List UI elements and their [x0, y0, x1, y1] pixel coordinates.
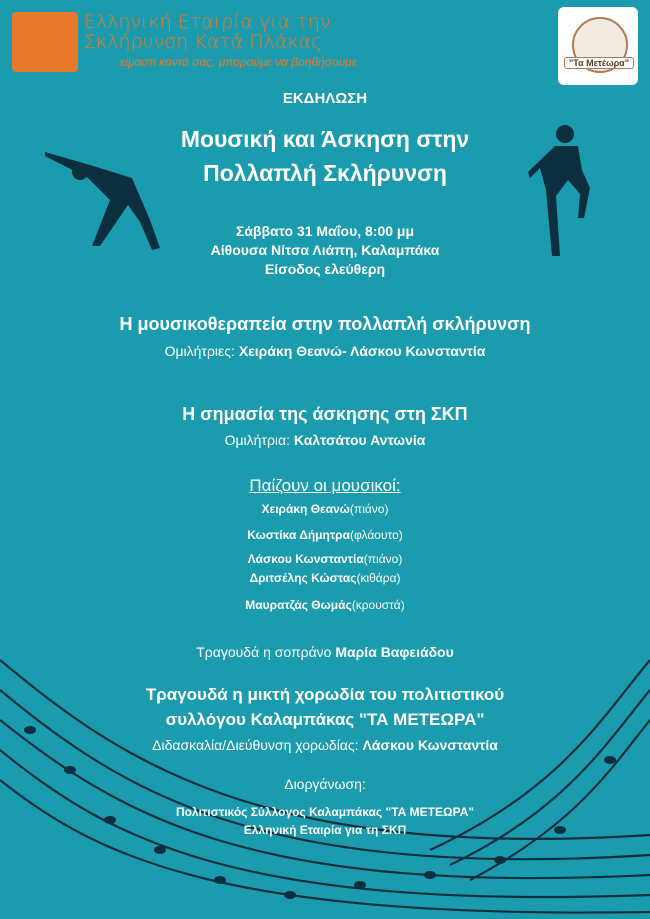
musician-instrument: (πιάνο) — [349, 502, 389, 516]
seal-label: "Τα Μετέωρα" — [564, 57, 634, 69]
event-label: ΕΚΔΗΛΩΣΗ — [282, 90, 368, 107]
organizers-list — [0, 803, 650, 839]
choir-director-name: Λάσκου Κωνσταντία — [362, 737, 498, 753]
musician-item — [0, 571, 650, 585]
event-venue: Αίθουσα Νίτσα Λιάπη, Καλαμπάκα — [210, 242, 440, 258]
soprano-line — [0, 644, 650, 660]
organization-tagline: είμαστι κοντά σας, μπορούμε να βοηθήσουμε — [120, 55, 358, 69]
event-info — [0, 222, 650, 279]
musician-name: Κωστίκα Δήμητρα — [247, 528, 350, 542]
musicians-heading: Παίζουν οι μουσικοί: — [249, 476, 401, 495]
event-date: Σάββατο 31 Μαΐου, 8:00 μμ — [235, 223, 415, 239]
choir-director-label: Διδασκαλία/Διεύθυνση χορωδίας: — [152, 737, 359, 753]
musician-instrument: (κιθάρα) — [356, 571, 401, 585]
choir-line2: συλλόγου Καλαμπάκας "ΤΑ ΜΕΤΕΩΡΑ" — [165, 710, 485, 729]
speaker-names: Καλτσάτου Αντωνία — [293, 432, 426, 448]
musician-name: Δριτσέλης Κώστας — [249, 571, 357, 585]
choir-director — [0, 737, 650, 753]
musician-name: Λάσκου Κωνσταντία — [247, 552, 364, 566]
speaker-label: Ομιλήτριες: — [164, 343, 235, 359]
talk-speakers-1 — [0, 343, 650, 359]
musician-name: Χειράκη Θεανώ — [261, 502, 350, 516]
musician-instrument: (κρουστά) — [351, 598, 405, 612]
soprano-name: Μαρία Βαφειάδου — [335, 644, 454, 660]
speaker-label: Ομιλήτρια: — [224, 432, 291, 448]
organizers-heading: Διοργάνωση: — [284, 776, 366, 792]
musician-instrument: (φλάουτο) — [350, 528, 403, 542]
choir-heading — [0, 682, 650, 732]
talk-title-2: Η σημασία της άσκησης στη ΣΚΠ — [182, 404, 468, 424]
musician-item — [0, 598, 650, 612]
choir-line1: Τραγουδά η μικτή χορωδία του πολιτιστικού — [145, 685, 505, 704]
organizer-1: Πολιτιστικός Σύλλογος Καλαμπάκας "ΤΑ ΜΕΤΕΩΡΑ" — [175, 805, 475, 819]
event-entry: Είσοδος ελεύθερη — [264, 261, 386, 277]
event-title-line1: Μουσική και Άσκηση στην — [180, 126, 470, 152]
organization-logo — [12, 12, 78, 72]
cultural-association-seal — [558, 7, 638, 85]
musician-item — [0, 502, 650, 516]
musician-item — [0, 528, 650, 542]
organization-name-line1: Ελληνική Εταιρία για την — [84, 11, 331, 33]
event-title-line2: Πολλαπλή Σκλήρυνση — [203, 160, 447, 186]
speaker-names: Χειράκη Θεανώ- Λάσκου Κωνσταντία — [238, 343, 486, 359]
organizer-2: Ελληνική Εταιρία για τη ΣΚΠ — [243, 823, 407, 837]
organization-name — [84, 12, 330, 52]
event-title — [0, 122, 650, 190]
musician-instrument: (πιάνο) — [363, 552, 403, 566]
organization-name-line2: Σκλήρυνση Κατά Πλάκας — [84, 31, 323, 53]
soprano-text: Τραγουδά η σοπράνο — [196, 644, 332, 660]
talk-title-1: Η μουσικοθεραπεία στην πολλαπλή σκλήρυνση — [119, 314, 531, 334]
musician-name: Μαυρατζάς Θωμάς — [245, 598, 352, 612]
talk-speakers-2 — [0, 432, 650, 448]
musician-item — [0, 552, 650, 566]
